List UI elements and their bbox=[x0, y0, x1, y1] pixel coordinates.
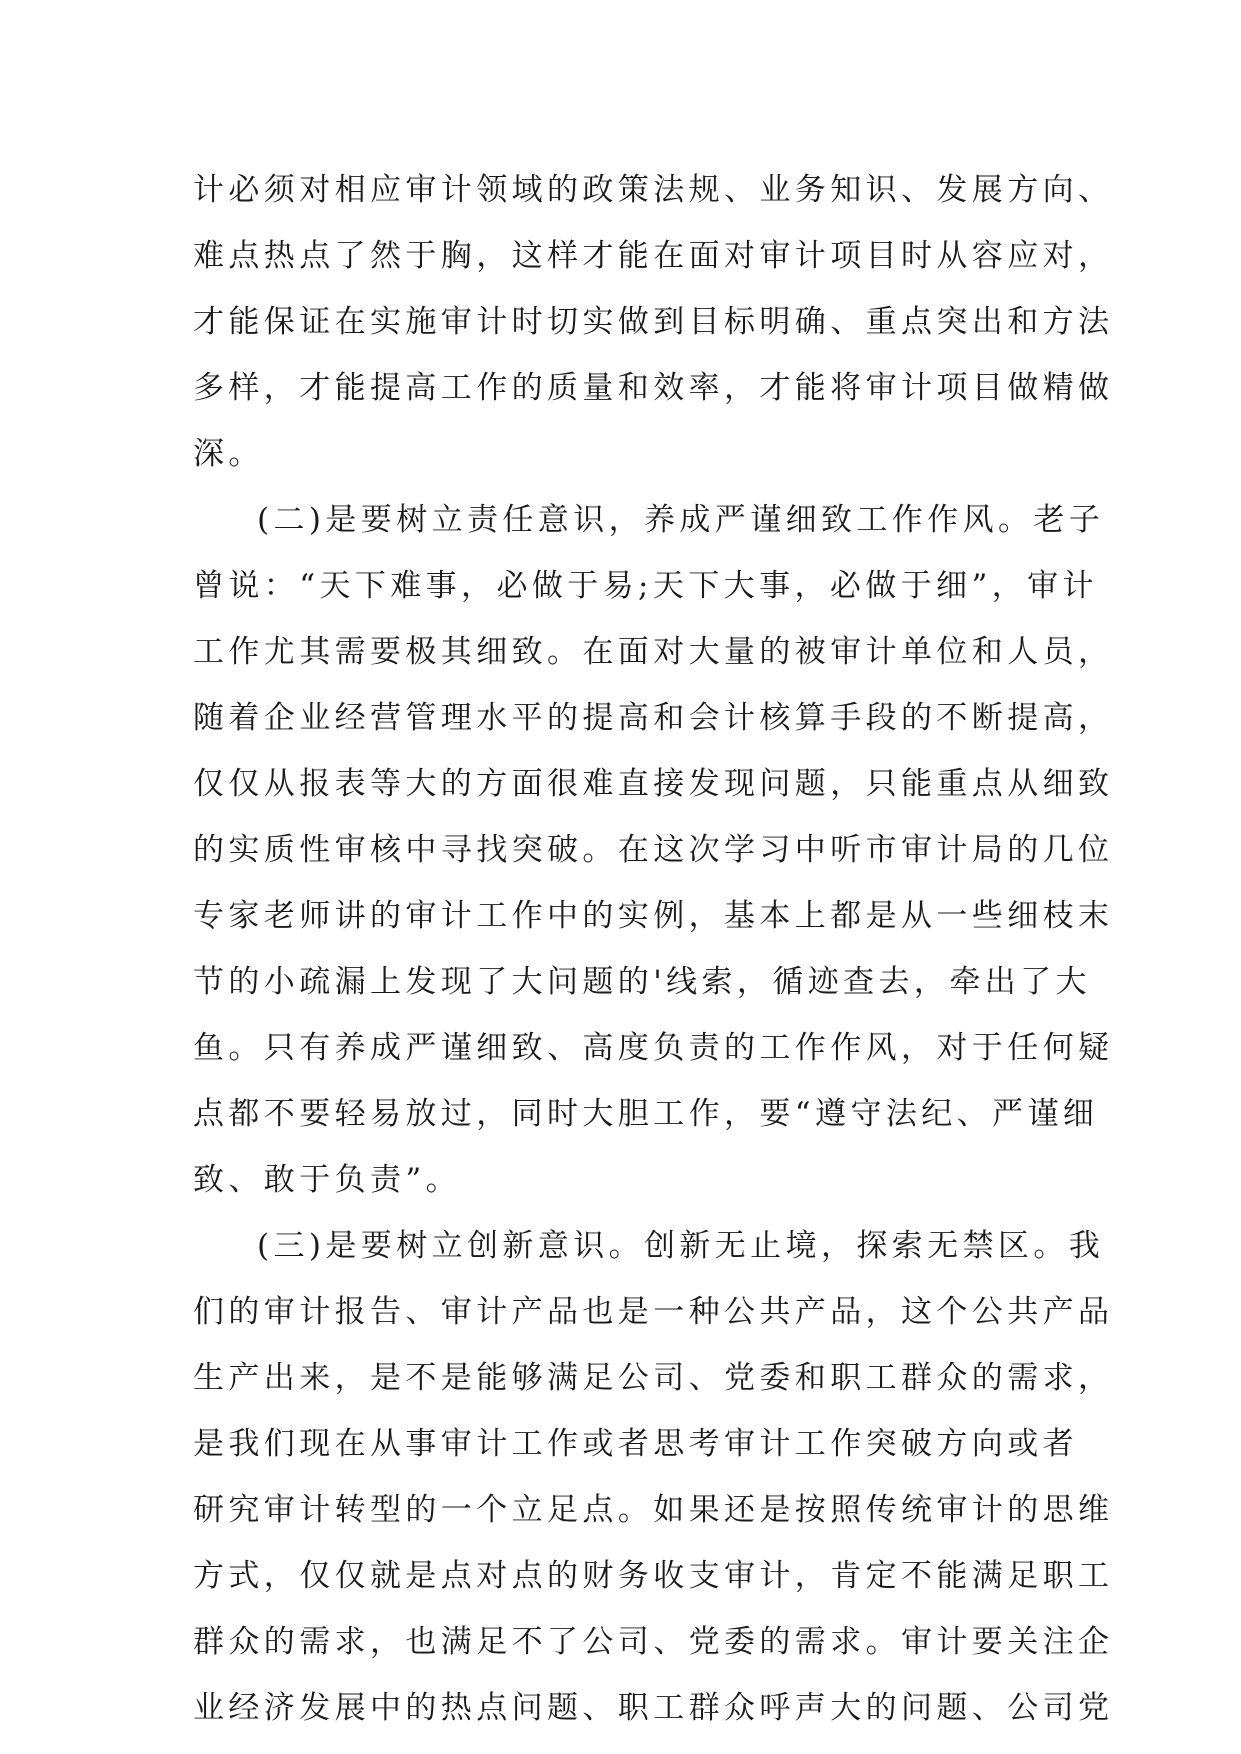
text-line: 鱼。只有养成严谨细致、高度负责的工作作风，对于任何疑 bbox=[193, 1030, 1114, 1066]
text-line: 节的小疏漏上发现了大问题的'线索，循迹查去，牵出了大 bbox=[193, 964, 1091, 1000]
text-line: 仅仅从报表等大的方面很难直接发现问题，只能重点从细致 bbox=[193, 766, 1114, 802]
text-line: 致、敢于负责”。 bbox=[193, 1162, 462, 1198]
text-line: 深。 bbox=[193, 436, 264, 472]
text-line: 才能保证在实施审计时切实做到目标明确、重点突出和方法 bbox=[193, 304, 1114, 340]
text-line: 是我们现在从事审计工作或者思考审计工作突破方向或者 bbox=[193, 1426, 1078, 1462]
text-line: 点都不要轻易放过，同时大胆工作，要“遵守法纪、严谨细 bbox=[193, 1096, 1099, 1132]
text-line: 的实质性审核中寻找突破。在这次学习中听市审计局的几位 bbox=[193, 832, 1114, 868]
text-line: 们的审计报告、审计产品也是一种公共产品，这个公共产品 bbox=[193, 1294, 1114, 1330]
text-line: 专家老师讲的审计工作中的实例，基本上都是从一些细枝末 bbox=[193, 898, 1114, 934]
text-line: 计必须对相应审计领域的政策法规、业务知识、发展方向、 bbox=[193, 172, 1114, 208]
body-text bbox=[193, 157, 1114, 1741]
text-line: 业经济发展中的热点问题、职工群众呼声大的问题、公司党 bbox=[193, 1690, 1114, 1726]
text-line: 方式，仅仅就是点对点的财务收支审计，肯定不能满足职工 bbox=[193, 1558, 1114, 1594]
text-line: 曾说：“天下难事，必做于易;天下大事，必做于细”，审计 bbox=[193, 568, 1098, 604]
text-line: 生产出来，是不是能够满足公司、党委和职工群众的需求， bbox=[193, 1360, 1114, 1396]
text-line: 研究审计转型的一个立足点。如果还是按照传统审计的思维 bbox=[193, 1492, 1114, 1528]
paragraph-start-line: (三)是要树立创新意识。创新无止境，探索无禁区。我 bbox=[257, 1228, 1105, 1264]
text-line: 群众的需求，也满足不了公司、党委的需求。审计要关注企 bbox=[193, 1624, 1114, 1660]
text-line: 工作尤其需要极其细致。在面对大量的被审计单位和人员， bbox=[193, 634, 1114, 670]
text-line: 难点热点了然于胸，这样才能在面对审计项目时从容应对， bbox=[193, 238, 1114, 274]
paragraph-start-line: (二)是要树立责任意识，养成严谨细致工作作风。老子 bbox=[257, 502, 1105, 538]
text-line: 随着企业经营管理水平的提高和会计核算手段的不断提高， bbox=[193, 700, 1114, 736]
text-line: 多样，才能提高工作的质量和效率，才能将审计项目做精做 bbox=[193, 370, 1114, 406]
